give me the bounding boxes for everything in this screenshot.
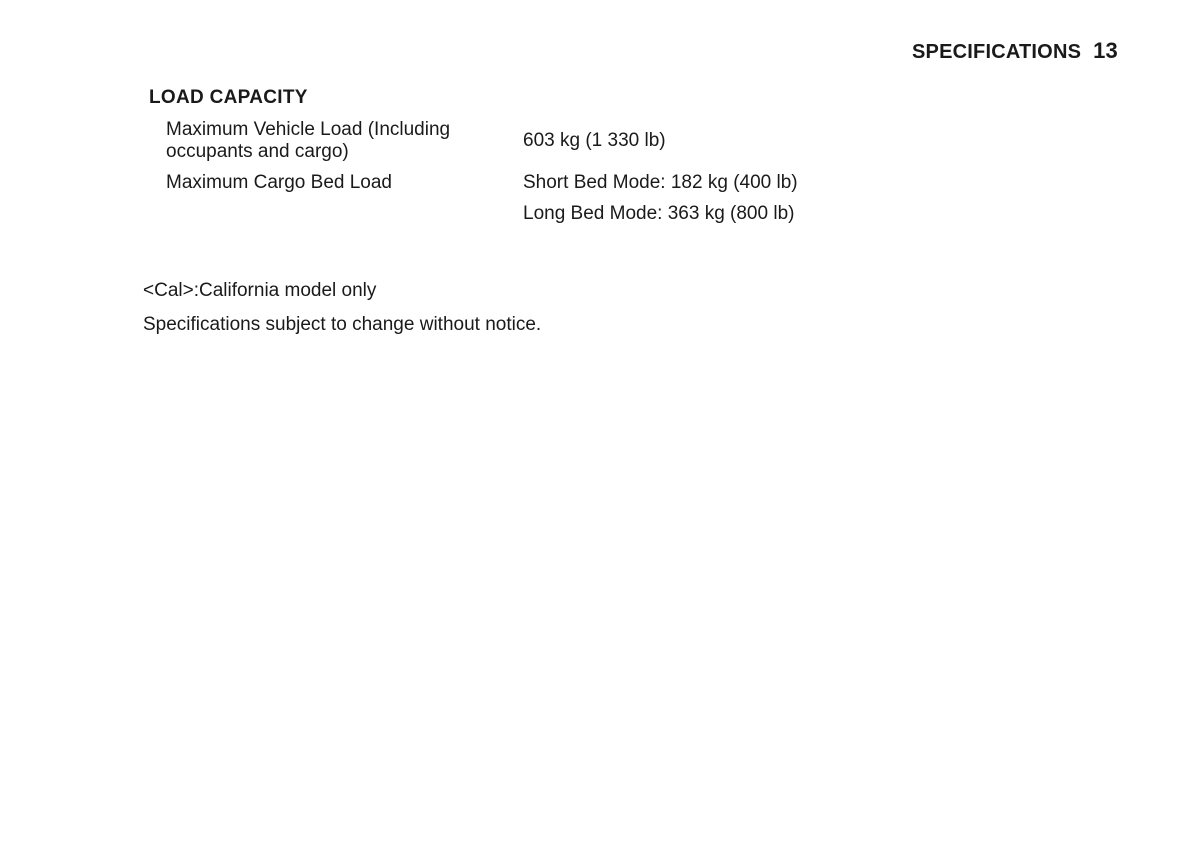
- spec-value-max-vehicle-load: 603 kg (1 330 lb): [523, 130, 666, 151]
- spec-label-max-cargo-bed-load: Maximum Cargo Bed Load: [166, 172, 392, 193]
- spec-value-short-bed-mode: Short Bed Mode: 182 kg (400 lb): [523, 172, 798, 193]
- spec-label-line: Maximum Vehicle Load (Including: [166, 119, 451, 140]
- page-header: [912, 38, 1118, 64]
- section-title-load-capacity: LOAD CAPACITY: [149, 87, 308, 108]
- note-specifications-change: Specifications subject to change without notice.: [143, 314, 542, 335]
- spec-value-long-bed-mode: Long Bed Mode: 363 kg (800 lb): [523, 203, 795, 224]
- note-california-model: <Cal>:California model only: [143, 280, 377, 301]
- spec-label-max-vehicle-load: [166, 119, 450, 163]
- page-number: 13: [1093, 38, 1118, 63]
- header-section-title: SPECIFICATIONS: [912, 41, 1082, 63]
- spec-label-line: occupants and cargo): [166, 141, 349, 162]
